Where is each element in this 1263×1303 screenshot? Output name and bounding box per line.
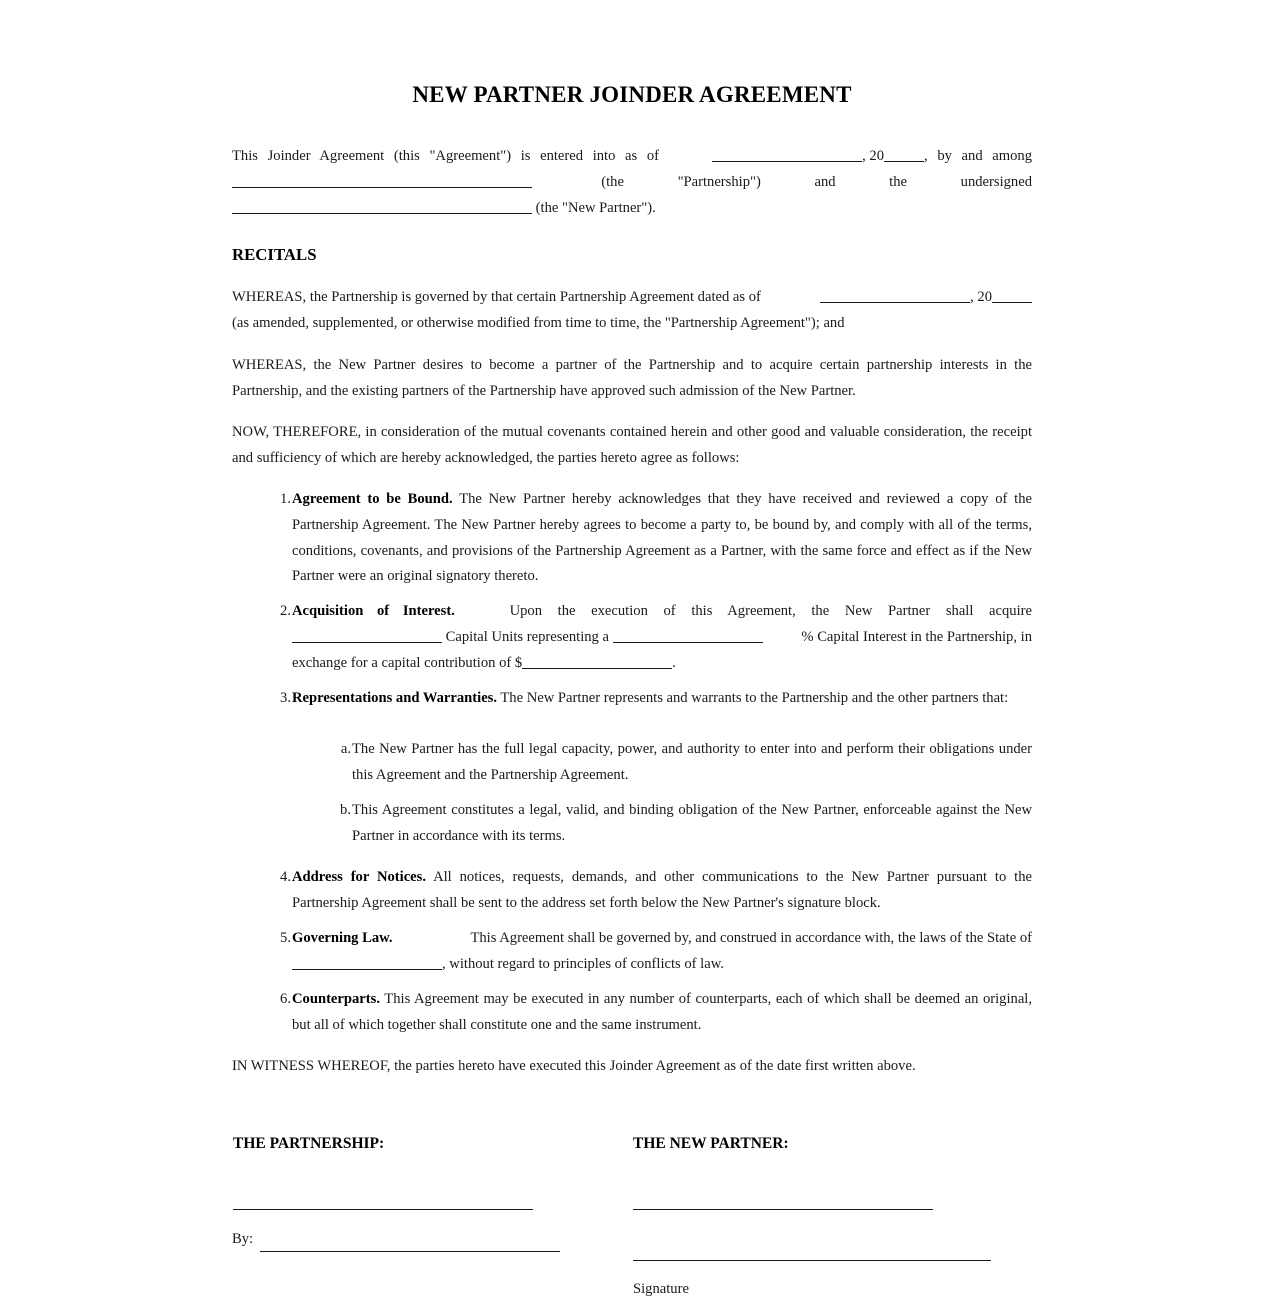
whereas-1-continuation: (as amended, supplemented, or otherwise modified from time to time, the "Partnership Agreement"); and: [232, 315, 845, 331]
new-partner-label: (the "New Partner").: [535, 200, 656, 216]
partnership-name-line[interactable]: [233, 1209, 533, 1210]
whereas-1-line-1: [232, 285, 1032, 311]
section-text-c: % Capital Interest in the Partnership, in: [801, 628, 1032, 645]
section-number: 4.: [280, 869, 291, 885]
whereas-1-line-2: [232, 311, 1032, 337]
section-text: All notices, requests, demands, and other communications to the New Partner pursuant to the Partnership Agreement shall be sent to the address set forth below the New Partner's signature block.: [292, 869, 1032, 911]
capital-units-blank[interactable]: [292, 628, 442, 643]
whereas-1-year-prefix: , 20: [970, 289, 992, 305]
section-3-sub-a: [232, 737, 1032, 789]
agreement-date-blank[interactable]: [712, 147, 862, 162]
intro-line-2: [232, 170, 1032, 196]
section-heading: Counterparts.: [292, 991, 380, 1007]
sub-text: This Agreement constitutes a legal, valid, and binding obligation of the New Partner, enforceable against the New Partner in accordance with its terms.: [352, 802, 1032, 844]
partnership-agreement-date-blank[interactable]: [820, 288, 970, 303]
partnership-name-blank[interactable]: [232, 173, 532, 188]
section-heading: Governing Law.: [292, 930, 393, 946]
intro-line-3: [232, 196, 1032, 222]
section-text: The New Partner hereby acknowledges that they have received and reviewed a copy of the Partnership Agreement. The New Partner hereby agrees to become a party to, be bound by, and comply with all of the terms, conditions, covenants, and provisions of the Partnership Agreement as a Partner, with the same force and effect as if the New Partner were an original signatory thereto.: [292, 491, 1032, 585]
sub-number: b.: [340, 802, 351, 818]
section-number: 1.: [280, 491, 291, 507]
document-title: NEW PARTNER JOINDER AGREEMENT: [412, 82, 852, 107]
intro-line-1: [232, 144, 1032, 170]
section-4: [232, 865, 1032, 917]
section-6: [232, 987, 1032, 1039]
signature-label: Signature: [633, 1281, 689, 1297]
new-partner-name-blank[interactable]: [232, 199, 532, 214]
section-heading: Address for Notices.: [292, 869, 426, 885]
section-text-e: .: [672, 654, 676, 671]
section-heading: Representations and Warranties.: [292, 690, 497, 706]
sub-number: a.: [340, 741, 351, 757]
whereas-2: WHEREAS, the New Partner desires to become a partner of the Partnership and to acquire certain partnership interests in the Partnership, and the existing partners of the Partnership have approved such admission of the New Partner.: [232, 357, 1032, 399]
intro-text-1: This Joinder Agreement (this "Agreement") is entered into as of: [232, 148, 660, 164]
agreement-year-blank[interactable]: [884, 147, 924, 162]
section-text-a: Upon the execution of this Agreement, the New Partner shall acquire: [509, 603, 1032, 619]
section-1: [232, 487, 1032, 590]
intro-year-prefix: , 20: [862, 148, 885, 164]
section-heading: Acquisition of Interest.: [292, 603, 455, 619]
new-partner-signature-line[interactable]: [633, 1260, 991, 1261]
partnership-signature-heading: THE PARTNERSHIP:: [233, 1135, 385, 1152]
section-number: 5.: [280, 930, 291, 946]
governing-state-blank[interactable]: [292, 955, 442, 970]
partnership-by-signature-line[interactable]: [260, 1251, 560, 1252]
section-3: [232, 686, 1032, 712]
section-number: 2.: [280, 603, 291, 619]
section-number: 6.: [280, 991, 291, 1007]
capital-contribution-blank[interactable]: [522, 654, 672, 669]
partnership-label: (the "Partnership") and the undersigned: [601, 174, 1032, 190]
whereas-1-text: WHEREAS, the Partnership is governed by that certain Partnership Agreement dated as of: [232, 289, 761, 305]
section-number: 3.: [280, 690, 291, 706]
intro-text-2: , by and among: [924, 148, 1032, 164]
section-text: This Agreement may be executed in any number of counterparts, each of which shall be deemed an original, but all of which together shall constitute one and the same instrument.: [292, 991, 1032, 1033]
section-text: The New Partner represents and warrants to the Partnership and the other partners that:: [500, 690, 1009, 706]
section-heading: Agreement to be Bound.: [292, 491, 453, 507]
section-text-b: Capital Units representing a: [445, 628, 609, 645]
section-2: [232, 599, 1032, 676]
by-label: By:: [232, 1231, 254, 1247]
witness-clause: IN WITNESS WHEREOF, the parties hereto have executed this Joinder Agreement as of the date first written above.: [232, 1058, 916, 1074]
section-5: [232, 926, 1032, 978]
sub-text: The New Partner has the full legal capacity, power, and authority to enter into and perform their obligations under this Agreement and the Partnership Agreement.: [352, 741, 1032, 783]
section-text-d: exchange for a capital contribution of $: [292, 654, 523, 671]
new-partner-signature-heading: THE NEW PARTNER:: [633, 1135, 789, 1152]
section-text-a: This Agreement shall be governed by, and construed in accordance with, the laws of the State of: [470, 930, 1032, 946]
now-therefore: NOW, THEREFORE, in consideration of the mutual covenants contained herein and other good and valuable consideration, the receipt and sufficiency of which are hereby acknowledged, the parties hereto agree as follows:: [232, 424, 1032, 466]
new-partner-name-line[interactable]: [633, 1209, 933, 1210]
partnership-agreement-year-blank[interactable]: [992, 288, 1032, 303]
section-text-b: , without regard to principles of conflicts of law.: [442, 955, 724, 972]
capital-interest-percent-blank[interactable]: [613, 628, 763, 643]
section-3-sub-b: [232, 798, 1032, 850]
recitals-heading: RECITALS: [232, 245, 317, 264]
